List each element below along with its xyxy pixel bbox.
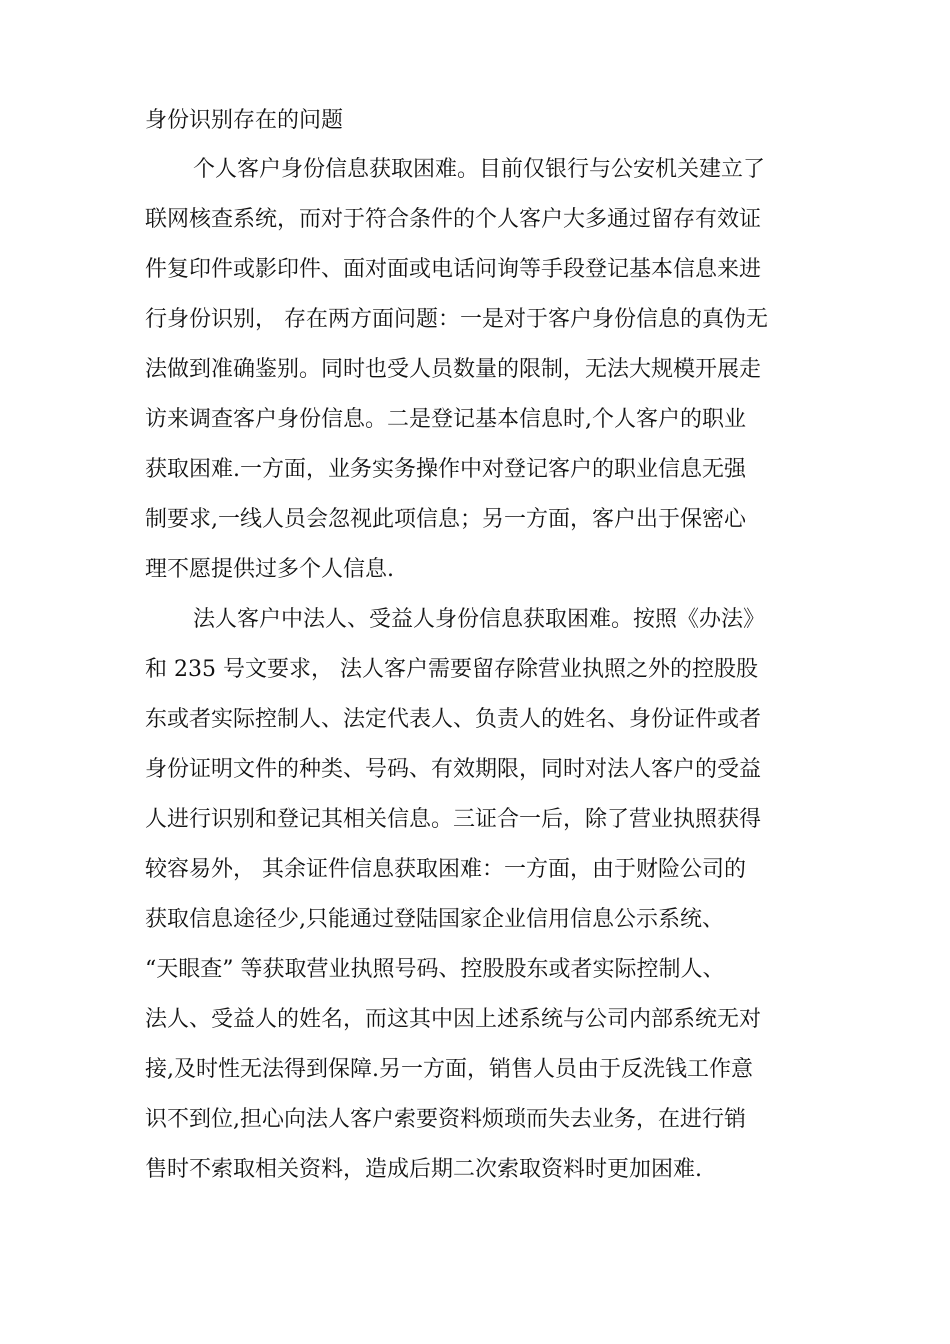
paragraph-2-line-12: 售时不索取相关资料，造成后期二次索取资料时更加困难. [145, 1157, 702, 1182]
paragraph-2-line-8: “天眼查” 等获取营业执照号码、控股股东或者实际控制人、 [145, 957, 725, 982]
paragraph-1-line-9: 理不愿提供过多个人信息. [145, 557, 394, 582]
paragraph-2-line-9: 法人、受益人的姓名，而这其中因上述系统与公司内部系统无对 [145, 1007, 762, 1032]
paragraph-1-line-8: 制要求,一线人员会忽视此项信息；另一方面，客户出于保密心 [145, 507, 746, 532]
paragraph-1-line-3: 件复印件或影印件、面对面或电话问询等手段登记基本信息来进 [145, 257, 762, 282]
paragraph-2-line-7: 获取信息途径少,只能通过登陆国家企业信用信息公示系统、 [145, 907, 724, 932]
paragraph-2-line-5: 人进行识别和登记其相关信息。三证合一后，除了营业执照获得 [145, 807, 762, 832]
paragraph-2-line-11: 识不到位,担心向法人客户索要资料烦琐而失去业务，在进行销 [145, 1107, 746, 1132]
paragraph-1-line-2: 联网核查系统，而对于符合条件的个人客户大多通过留存有效证 [145, 207, 762, 232]
paragraph-2-line-3: 东或者实际控制人、法定代表人、负责人的姓名、身份证件或者 [145, 707, 762, 732]
paragraph-1-line-1: 个人客户身份信息获取困难。目前仅银行与公安机关建立了 [193, 157, 766, 182]
paragraph-2-line-2: 和 235 号文要求， 法人客户需要留存除营业执照之外的控股股 [145, 657, 758, 682]
paragraph-1-line-4: 行身份识别， 存在两方面问题：一是对于客户身份信息的真伪无 [145, 307, 768, 332]
paragraph-2-line-1: 法人客户中法人、受益人身份信息获取困难。按照《办法》 [193, 607, 766, 632]
paragraph-1-line-7: 获取困难.一方面，业务实务操作中对登记客户的职业信息无强 [145, 457, 746, 482]
paragraph-1-line-6: 访来调查客户身份信息。二是登记基本信息时,个人客户的职业 [145, 407, 746, 432]
paragraph-2-line-10: 接,及时性无法得到保障.另一方面，销售人员由于反洗钱工作意 [145, 1057, 753, 1082]
paragraph-2-line-6: 较容易外， 其余证件信息获取困难：一方面，由于财险公司的 [145, 857, 746, 882]
section-heading: 身份识别存在的问题 [145, 108, 344, 133]
paragraph-1-line-5: 法做到准确鉴别。同时也受人员数量的限制，无法大规模开展走 [145, 357, 762, 382]
paragraph-2-line-4: 身份证明文件的种类、号码、有效期限，同时对法人客户的受益 [145, 757, 762, 782]
